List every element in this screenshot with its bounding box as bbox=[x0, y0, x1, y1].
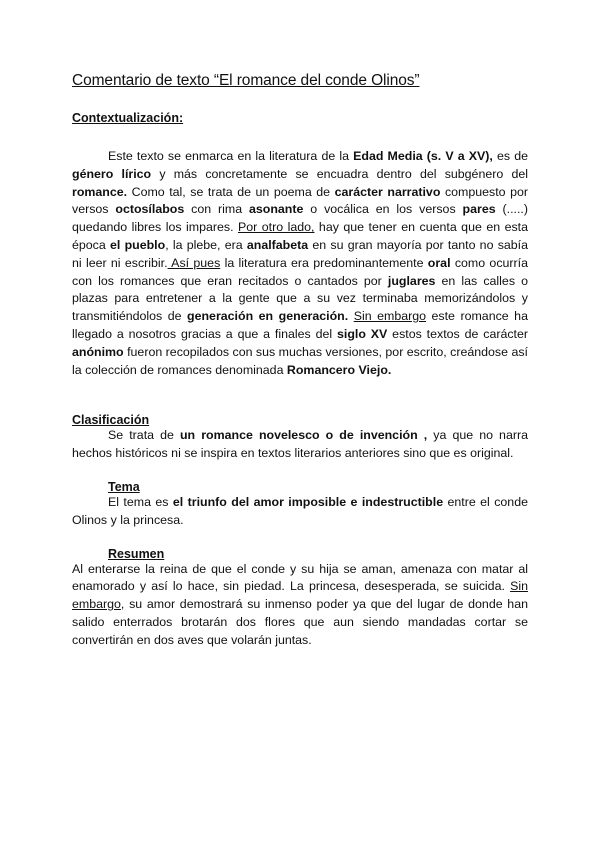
text-run: Al enterarse la reina de que el conde y su hija se aman, amenaza con matar al enamorado y así lo hace, sin piedad. La princesa, desesperada, se suicida. bbox=[72, 561, 528, 594]
text-run: es de bbox=[492, 149, 528, 163]
text-run: (.....) quedando libres los impares. bbox=[72, 202, 528, 235]
text-run: Este texto se enmarca en la literatura de la bbox=[108, 149, 354, 163]
bold-text-run: asonante bbox=[249, 202, 304, 217]
bold-text-run: juglares bbox=[387, 273, 436, 288]
section-heading-clasificacion: Clasificación bbox=[72, 413, 150, 428]
bold-text-run: un romance novelesco o de invención , bbox=[179, 428, 428, 443]
document-page bbox=[72, 72, 528, 650]
text-run: con rima bbox=[184, 202, 249, 217]
text-run: este romance ha llegado a nosotros gracias a que a finales del bbox=[72, 309, 528, 341]
section-heading-contextualizacion: Contextualización: bbox=[72, 111, 184, 125]
underlined-text-run: Por otro lado, bbox=[238, 220, 315, 235]
text-run: Como tal, se trata de un poema de bbox=[127, 184, 335, 199]
text-run: compuesto por versos bbox=[72, 184, 528, 217]
paragraph-clasificacion bbox=[72, 427, 528, 463]
bold-text-run: anónimo bbox=[72, 344, 124, 359]
bold-text-run: el triunfo del amor imposible e indestructible bbox=[172, 494, 444, 509]
text-run: como ocurría con los romances que eran recitados o cantados por bbox=[72, 255, 528, 288]
spacer bbox=[72, 379, 528, 413]
text-run: estos textos de carácter bbox=[387, 326, 529, 341]
bold-text-run: pares bbox=[462, 202, 496, 217]
underlined-text-run: Sin embargo bbox=[353, 309, 427, 324]
bold-text-run: oral bbox=[427, 255, 451, 270]
text-run: fueron recopilados con sus muchas versiones, por escrito, creándose así la colección de romances denominada bbox=[72, 344, 528, 377]
bold-text-run: carácter narrativo bbox=[334, 184, 441, 199]
spacer bbox=[72, 125, 528, 148]
paragraph-tema bbox=[72, 494, 528, 530]
bold-text-run: analfabeta bbox=[246, 237, 309, 252]
text-run: o vocálica en los versos bbox=[303, 202, 463, 217]
section-heading-resumen: Resumen bbox=[108, 546, 165, 561]
underlined-text-run: Así pues bbox=[167, 255, 221, 270]
text-run: y más concretamente se encuadra dentro del subgénero del bbox=[151, 166, 528, 181]
bold-text-run: octosílabos bbox=[115, 202, 185, 217]
text-run: la literatura era predominantemente bbox=[220, 255, 428, 270]
bold-text-run: Edad Media (s. V a XV), bbox=[353, 149, 493, 163]
text-run: en su gran mayoría por tanto no sabía ni leer ni escribir. bbox=[72, 237, 529, 270]
text-run: Se trata de bbox=[108, 428, 180, 443]
text-run: en las calles o plazas para entretener a la gente que a su vez terminaba memorizándolos y transmitiéndolos de bbox=[72, 273, 528, 324]
bold-text-run: siglo XV bbox=[336, 326, 388, 341]
spacer bbox=[72, 463, 528, 480]
section-heading-tema: Tema bbox=[108, 479, 140, 494]
text-run: , su amor demostrará su inmenso poder ya que del lugar de donde han salido enterrados brotarán dos flores que aun siendo mandadas cortar se convertirán en dos aves que volarán juntas. bbox=[72, 597, 528, 647]
text-run: ya que no narra hechos históricos ni se inspira en textos literarios anteriores sino que es original. bbox=[72, 428, 528, 461]
text-run: , la plebe, era bbox=[165, 237, 247, 252]
text-run: El tema es bbox=[108, 494, 173, 509]
text-run: hay que tener en cuenta que en esta época bbox=[72, 220, 529, 252]
bold-text-run: Romancero Viejo. bbox=[286, 362, 392, 377]
bold-text-run: género lírico bbox=[72, 166, 152, 181]
spacer bbox=[72, 530, 528, 547]
text-run: entre el conde Olinos y la princesa. bbox=[72, 494, 528, 527]
bold-text-run: generación en generación. bbox=[187, 309, 349, 324]
paragraph-resumen bbox=[72, 561, 528, 650]
bold-text-run: el pueblo bbox=[110, 237, 166, 252]
paragraph-contextualizacion bbox=[72, 148, 528, 379]
underlined-text-run: Sin embargo bbox=[72, 579, 528, 612]
bold-text-run: romance. bbox=[72, 184, 128, 199]
document-title: Comentario de texto “El romance del conde Olinos” bbox=[72, 72, 420, 89]
